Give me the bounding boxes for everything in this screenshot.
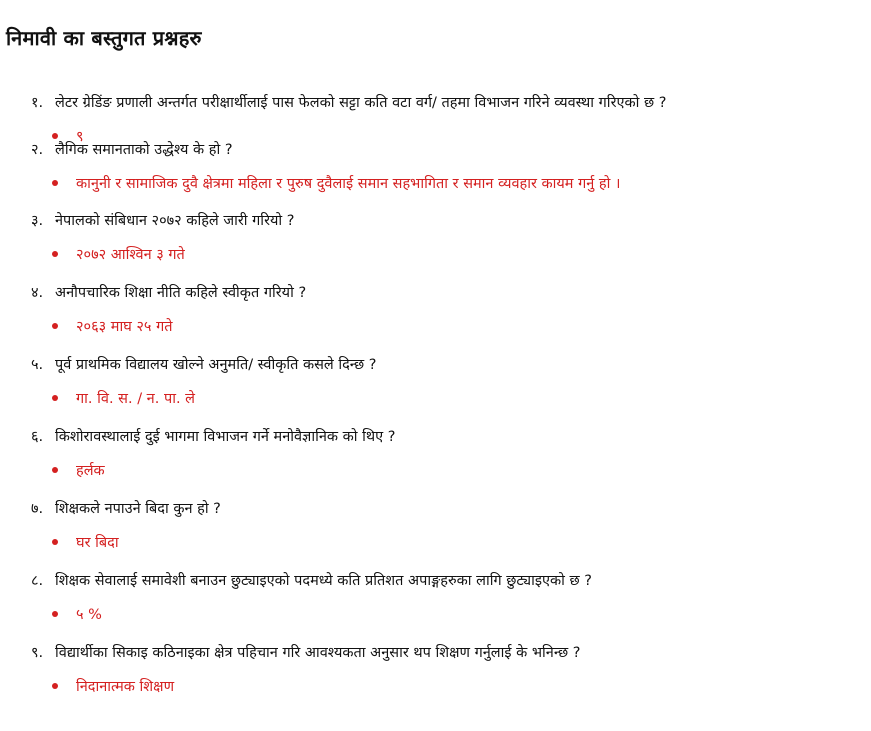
question-number: १. — [31, 95, 44, 111]
question — [31, 499, 221, 519]
answer — [52, 174, 620, 194]
question-text: विद्यार्थीका सिकाइ कठिनाइका क्षेत्र पहिचान गरि आवश्यकता अनुसार थप शिक्षण गर्नुलाई के भनिन्छ ? — [55, 645, 581, 661]
question-text: किशोरावस्थालाई दुई भागमा विभाजन गर्ने मनोवैज्ञानिक को थिए ? — [55, 429, 396, 445]
question — [31, 643, 580, 663]
question-text: लेटर ग्रेडिंङ प्रणाली अन्तर्गत परीक्षार्थीलाई पास फेलको सट्टा कति वटा वर्ग/ तहमा विभाजन गरिने व्यवस्था गरिएको छ ? — [55, 95, 667, 111]
answer — [52, 317, 173, 337]
page-title: निमावी का बस्तुगत प्रश्नहरु — [6, 26, 202, 50]
answer-text: २०७२ आश्विन ३ गते — [76, 247, 185, 263]
answer-text: घर बिदा — [76, 535, 119, 551]
answer — [52, 245, 185, 265]
bullet-icon — [52, 180, 58, 186]
question — [31, 427, 396, 447]
question-text: शिक्षकले नपाउने बिदा कुन हो ? — [55, 501, 221, 517]
answer — [52, 533, 119, 553]
question — [31, 93, 666, 113]
question-text: शिक्षक सेवालाई समावेशी बनाउन छुट्याइएको पदमध्ये कति प्रतिशत अपाङ्गहरुका लागि छुट्याइएको छ ? — [55, 573, 592, 589]
question-text: पूर्व प्राथमिक विद्यालय खोल्ने अनुमति/ स्वीकृति कसले दिन्छ ? — [55, 357, 377, 373]
question — [31, 571, 592, 591]
answer-text: गा. वि. स. / न. पा. ले — [76, 391, 195, 407]
answer — [52, 605, 102, 625]
answer — [52, 389, 195, 409]
question-number: ६. — [31, 429, 44, 445]
question-text: नेपालको संबिधान २०७२ कहिले जारी गरियो ? — [55, 213, 295, 229]
bullet-icon — [52, 539, 58, 545]
answer-text: हर्लक — [76, 463, 105, 479]
bullet-icon — [52, 395, 58, 401]
answer — [52, 461, 105, 481]
question-number: ३. — [31, 213, 44, 229]
question-text: लैगिक समानताको उद्धेश्य के हो ? — [55, 142, 233, 158]
bullet-icon — [52, 611, 58, 617]
question-number: ७. — [31, 501, 44, 517]
question-text: अनौपचारिक शिक्षा नीति कहिले स्वीकृत गरियो ? — [55, 285, 307, 301]
question-number: ४. — [31, 285, 44, 301]
question — [31, 355, 376, 375]
answer — [52, 677, 174, 697]
bullet-icon — [52, 323, 58, 329]
bullet-icon — [52, 467, 58, 473]
question — [31, 211, 294, 231]
answer-text: ५ % — [76, 607, 102, 623]
question-number: ८. — [31, 573, 44, 589]
answer-text: कानुनी र सामाजिक दुवै क्षेत्रमा महिला र पुरुष दुवैलाई समान सहभागिता र समान व्यवहार कायम गर्नु हो । — [76, 176, 621, 192]
question-number: ९. — [31, 645, 44, 661]
answer-text: २०६३ माघ २५ गते — [76, 319, 173, 335]
question — [31, 283, 306, 303]
bullet-icon — [52, 133, 58, 139]
question-number: ५. — [31, 357, 44, 373]
question — [31, 140, 233, 160]
bullet-icon — [52, 251, 58, 257]
question-number: २. — [31, 142, 44, 158]
answer-text: निदानात्मक शिक्षण — [76, 679, 175, 695]
bullet-icon — [52, 683, 58, 689]
answer-text: ९ — [76, 129, 84, 145]
